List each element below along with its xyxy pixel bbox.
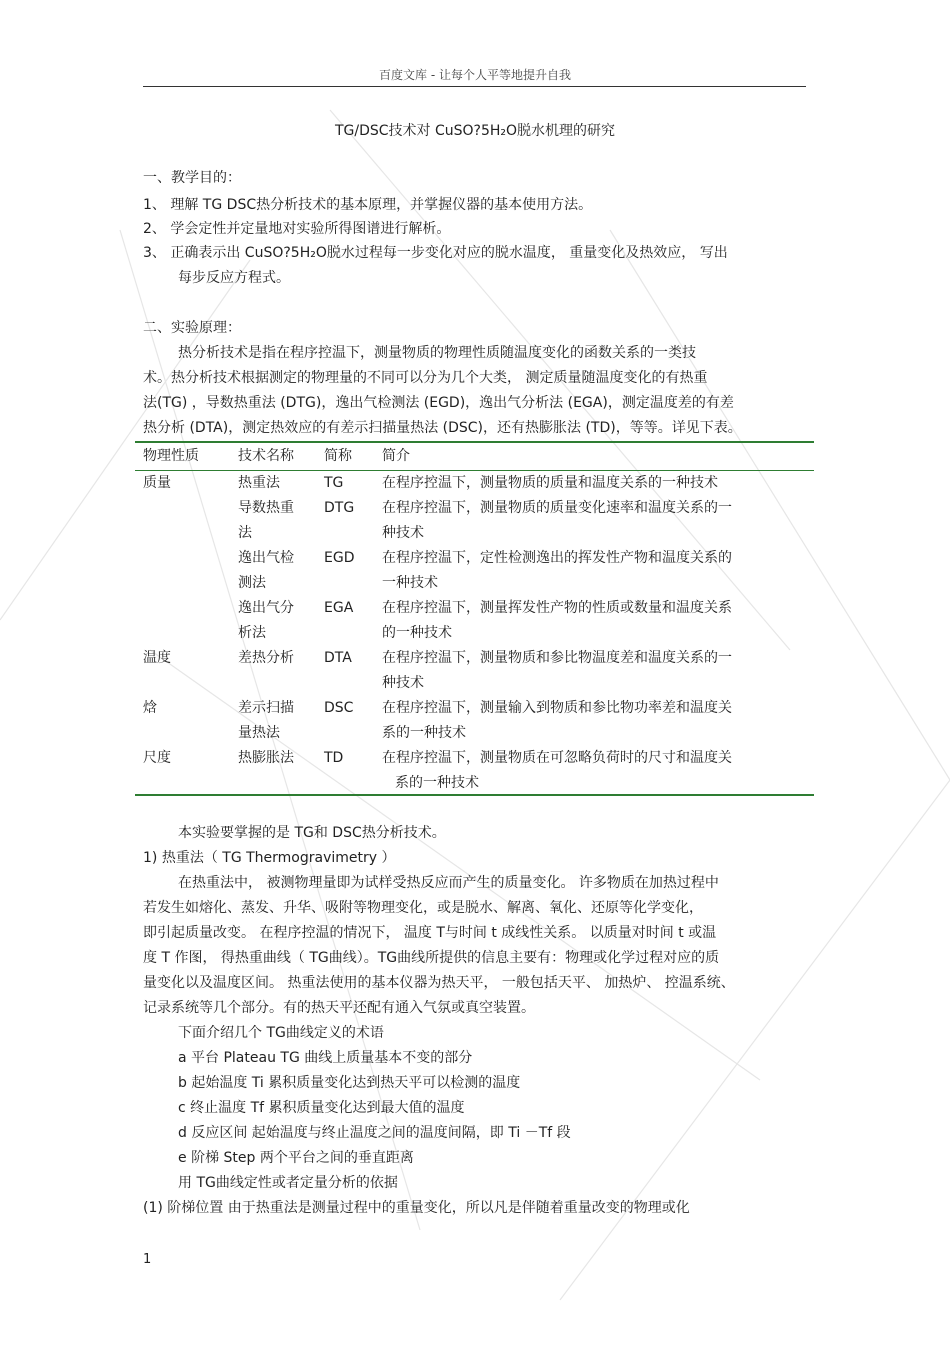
header-rule	[143, 86, 806, 87]
step-position-line: (1) 阶梯位置 由于热重法是测量过程中的重量变化，所以凡是伴随着重量改变的物理或化	[143, 1200, 690, 1216]
column-header: 简称	[324, 448, 352, 464]
terms-intro: 下面介绍几个 TG曲线定义的术语	[178, 1025, 384, 1041]
table-cell-desc: 系的一种技术	[382, 725, 466, 741]
table-cell-name: 量热法	[238, 725, 280, 741]
table-cell-desc: 在程序控温下，测量物质在可忽略负荷时的尺寸和温度关	[382, 750, 732, 766]
table-cell-desc: 种技术	[382, 525, 424, 541]
table-cell-name: 法	[238, 525, 252, 541]
objective-item-continued: 每步反应方程式。	[178, 270, 290, 286]
tg-paragraph-line: 量变化以及温度区间。 热重法使用的基本仪器为热天平， 一般包括天平、 加热炉、 控温系统、	[143, 975, 735, 991]
tg-heading: 1) 热重法（ TG Thermogravimetry ）	[143, 850, 396, 866]
table-cell-desc: 在程序控温下，测量挥发性产物的性质或数量和温度关系	[382, 600, 732, 616]
table-cell-abbr: DTA	[324, 650, 352, 666]
term-item: a 平台 Plateau TG 曲线上质量基本不变的部分	[178, 1050, 473, 1066]
table-cell-desc: 一种技术	[382, 575, 438, 591]
table-cell-name: 导数热重	[238, 500, 294, 516]
principle-paragraph-line: 热分析技术是指在程序控温下，测量物质的物理性质随温度变化的函数关系的一类技	[178, 345, 696, 361]
table-cell-desc: 在程序控温下，测量物质的质量变化速率和温度关系的一	[382, 500, 732, 516]
tg-paragraph-line: 即引起质量改变。 在程序控温的情况下， 温度 T与时间 t 成线性关系。 以质量对时间 t 或温	[143, 925, 717, 941]
table-cell-abbr: EGA	[324, 600, 354, 616]
table-header-row	[135, 443, 814, 471]
table-cell-name: 逸出气检	[238, 550, 294, 566]
term-item: d 反应区间 起始温度与终止温度之间的温度间隔，即 Ti －Tf 段	[178, 1125, 571, 1141]
table-cell-name: 差热分析	[238, 650, 294, 666]
table-cell-desc: 在程序控温下，测量输入到物质和参比物功率差和温度关	[382, 700, 732, 716]
section-heading-principle: 二、实验原理：	[143, 320, 241, 336]
intro-line: 本实验要掌握的是 TG和 DSC热分析技术。	[178, 825, 446, 841]
document-title: TG/DSC技术对 CuSO?5H₂O脱水机理的研究	[334, 123, 616, 139]
table-cell-name: 逸出气分	[238, 600, 294, 616]
page-number: 1	[143, 1252, 152, 1267]
principle-paragraph-line: 热分析 (DTA)，测定热效应的有差示扫描量热法 (DSC)，还有热膨胀法 (TD)，等等。详见下表。	[143, 420, 742, 436]
table-cell-abbr: DSC	[324, 700, 354, 716]
term-item: e 阶梯 Step 两个平台之间的垂直距离	[178, 1150, 414, 1166]
tg-paragraph-line: 在热重法中， 被测物理量即为试样受热反应而产生的质量变化。 许多物质在加热过程中	[178, 875, 719, 891]
principle-paragraph-line: 法(TG) ，导数热重法 (DTG)，逸出气检测法 (EGD)，逸出气分析法 (EGA)，测定温度差的有差	[143, 395, 734, 411]
table-cell-desc: 种技术	[382, 675, 424, 691]
table-cell-name: 测法	[238, 575, 266, 591]
table-cell-desc: 的一种技术	[382, 625, 452, 641]
table-cell-property: 温度	[143, 650, 171, 666]
term-item: b 起始温度 Ti 累积质量变化达到热天平可以检测的温度	[178, 1075, 521, 1091]
table-cell-desc: 在程序控温下，测量物质的质量和温度关系的一种技术	[382, 475, 718, 491]
table-cell-name: 差示扫描	[238, 700, 294, 716]
term-item: c 终止温度 Tf 累积质量变化达到最大值的温度	[178, 1100, 465, 1116]
table-cell-name: 析法	[238, 625, 266, 641]
table-cell-abbr: DTG	[324, 500, 355, 516]
table-cell-desc: 系的一种技术	[395, 775, 479, 791]
objective-item: 2、 学会定性并定量地对实验所得图谱进行解析。	[143, 221, 451, 237]
table-cell-property: 焓	[143, 700, 157, 716]
column-header: 技术名称	[238, 448, 294, 464]
table-cell-desc: 在程序控温下，测量物质和参比物温度差和温度关系的一	[382, 650, 732, 666]
table-cell-abbr: TD	[324, 750, 344, 766]
table-cell-property: 质量	[143, 475, 171, 491]
section-heading-objectives: 一、教学目的：	[143, 170, 241, 186]
column-header: 物理性质	[143, 448, 199, 464]
table-cell-abbr: EGD	[324, 550, 355, 566]
tg-paragraph-line: 若发生如熔化、蒸发、升华、吸附等物理变化，或是脱水、解离、氧化、还原等化学变化，	[143, 900, 703, 916]
tg-paragraph-line: 度 T 作图， 得热重曲线（ TG曲线）。TG曲线所提供的信息主要有：物理或化学过程对应的质	[143, 950, 720, 966]
page-header: 百度文库 - 让每个人平等地提升自我	[379, 68, 571, 82]
table-cell-name: 热重法	[238, 475, 280, 491]
principle-paragraph-line: 术。热分析技术根据测定的物理量的不同可以分为几个大类， 测定质量随温度变化的有热重	[143, 370, 708, 386]
table-cell-desc: 在程序控温下，定性检测逸出的挥发性产物和温度关系的	[382, 550, 732, 566]
table-cell-property: 尺度	[143, 750, 171, 766]
column-header: 简介	[382, 448, 410, 464]
thermal-analysis-table	[135, 441, 814, 796]
analysis-basis: 用 TG曲线定性或者定量分析的依据	[178, 1175, 398, 1191]
objective-item: 3、 正确表示出 CuSO?5H₂O脱水过程每一步变化对应的脱水温度， 重量变化及热效应， 写出	[143, 245, 728, 261]
table-cell-abbr: TG	[324, 475, 344, 491]
table-cell-name: 热膨胀法	[238, 750, 294, 766]
tg-paragraph-line: 记录系统等几个部分。有的热天平还配有通入气氛或真空装置。	[143, 1000, 535, 1016]
objective-item: 1、 理解 TG DSC热分析技术的基本原理，并掌握仪器的基本使用方法。	[143, 197, 593, 213]
